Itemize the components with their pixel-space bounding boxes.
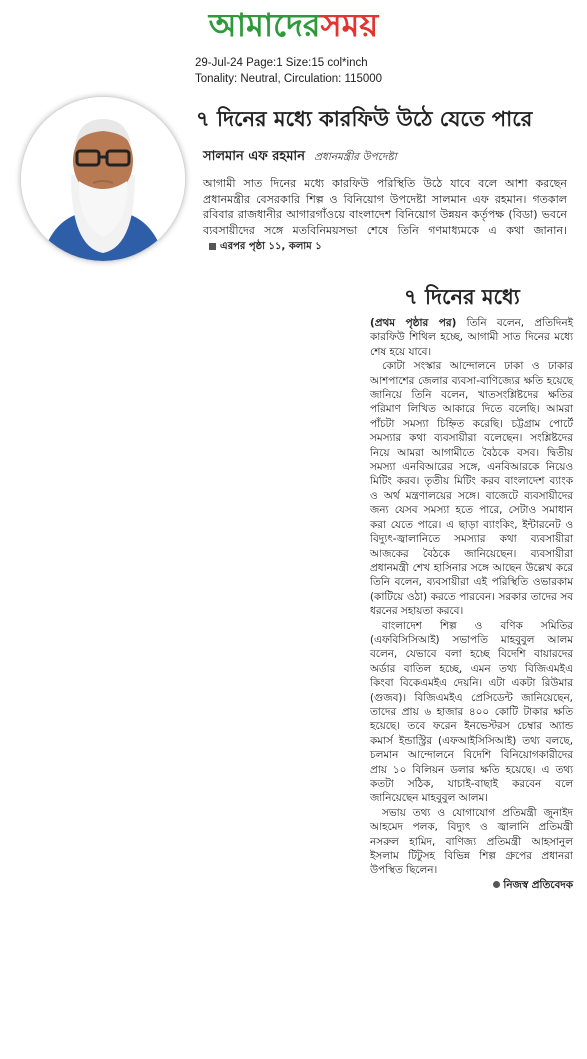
body-paragraph: কোটা সংস্কার আন্দোলনে ঢাকা ও ঢাকার আশপাশের জেলার ব্যবসা-বাণিজ্যের ক্ষতি হয়েছে জানিয়ে তিনি বলেন, খাতসংশ্লিষ্টদের ক্ষতির পরিমাণ লিখিত আকারে দিতে বলেছি। আমরা পাঁচটা সমস্যা চিহ্নিত করেছি। চট্টগ্রাম পোর্টে সমস্যার কথা ব্যবসায়ীরা বলেছেন। সংশ্লিষ্টদের নিয়ে আমরা আগামীতে বৈঠকে বসব। দ্বিতীয় সমস্যা এনবিআরের সঙ্গে, এনবিআরকে নিয়েও মিটিং করব। তৃতীয় মিটিং করব বাংলাদেশ ব্যাংক ও অর্থ মন্ত্রণালয়ের সঙ্গে। বাজেটে ব্যবসায়ীদের জন্য যেসব সমস্যা হতে পারে, সেটাও সমাধান করা যেতে পারে। এ ছাড়া ব্যাংকিং, ইন্টারনেট ও বিদ্যুৎ-জ্বালানিতে সমস্যার কথা ব্যবসায়ীরা আজকের বৈঠকে জানিয়েছেন। ব্যবসায়ীরা প্রধানমন্ত্রী শেখ হাসিনার সঙ্গে আছেন উল্লেখ করে তিনি বলেন, ব্যবসায়ীরা এই পরিস্থিতি ওভারকাম (কাটিয়ে ওঠা) করতে পারবেন। সরকার তাদের সব ধরনের সহায়তা করবে। [370, 360, 573, 618]
byline-role: প্রধানমন্ত্রীর উপদেষ্টা [314, 151, 397, 163]
square-bullet-icon [209, 243, 216, 250]
article1-lead [203, 176, 567, 255]
lead-text: আগামী সাত দিনের মধ্যে কারফিউ পরিস্থিতি উঠে যাবে বলে আশা করছেন প্রধানমন্ত্রীর বেসরকারি শিল্প ও বিনিয়োগ উপদেষ্টা সালমান এফ রহমান। গতকাল রবিবার রাজধানীর আগারগাঁওয়ে বাংলাদেশ বিনিয়োগ উন্নয়ন কর্তৃপক্ষ (বিডা) ভবনে ব্যবসায়ীদের সঙ্গে মতবিনিময়সভা শেষে তিনি গণমাধ্যমকে এ কথা জানান। [203, 177, 567, 237]
masthead-part1: আমাদের [208, 6, 321, 44]
body-paragraph [370, 316, 573, 359]
article1-byline [203, 145, 583, 168]
clip-meta-date-size: 29-Jul-24 Page:1 Size:15 col*inch [195, 57, 368, 69]
jump-text: এরপর পৃষ্ঠা ১১, কলাম ১ [220, 241, 322, 252]
portrait-illustration [21, 97, 185, 261]
article-signature [370, 878, 573, 892]
article2-body [370, 316, 573, 892]
clip-meta-tonality: Tonality: Neutral, Circulation: 115000 [195, 73, 383, 85]
dot-bullet-icon [493, 881, 500, 888]
body-paragraph: বাংলাদেশ শিল্প ও বণিক সমিতির (এফবিসিসিআই) সভাপতি মাহবুবুল আলম বলেন, যেভাবে বলা হচ্ছে বিদেশি বায়ারদের অর্ডার বাতিল হচ্ছে, এমন তথ্য বিজিএমইএ কিংবা বিকেএমইএ দেয়নি। এটা একটা রিউমার (গুজব)। বিজিএমইএ প্রেসিডেন্ট জানিয়েছেন, তাদের প্রায় ৬ হাজার ৪০০ কোটি টাকার ক্ষতি হয়েছে। তবে ফরেন ইনভেস্টরস চেম্বার অ্যান্ড কমার্স ইন্ডাস্ট্রির (এফআইসিসিআই) তথ্য বলছে, চলমান আন্দোলনে বিদেশি বিনিয়োগকারীদের প্রায় ১০ বিলিয়ন ডলার ক্ষতি হয়েছে। এ তথ্য কতটা সঠিক, যাচাই-বাছাই করবেন বলে জানিয়েছেন মাহবুবুল আলম। [370, 619, 573, 805]
article1-headline: ৭ দিনের মধ্যে কারফিউ উঠে যেতে পারে [196, 107, 533, 131]
signature-text: নিজস্ব প্রতিবেদক [503, 878, 573, 891]
continuation-jump [203, 241, 322, 252]
body-paragraph: সভায় তথ্য ও যোগাযোগ প্রতিমন্ত্রী জুনাইদ আহমেদ পলক, বিদ্যুৎ ও জ্বালানি প্রতিমন্ত্রী নসরুল হামিদ, বাণিজ্য প্রতিমন্ত্রী আহসানুল ইসলাম টিটুসহ বিভিন্ন শিল্প গ্রুপের প্রধানরা উপস্থিত ছিলেন। [370, 806, 573, 877]
byline-name: সালমান এফ রহমান [203, 149, 305, 164]
article2-headline: ৭ দিনের মধ্যে [404, 285, 520, 309]
portrait-photo [20, 96, 186, 262]
paragraph-text: তিনি বলেন, প্রতিদিনই কারফিউ শিথিল হচ্ছে, আগামী সাত দিনের মধ্যে শেষ হয়ে যাবে। [370, 317, 573, 358]
continuation-tag: (প্রথম পৃষ্ঠার পর) [370, 317, 457, 329]
masthead-part2: সময় [320, 6, 379, 44]
masthead-logo [0, 2, 587, 48]
